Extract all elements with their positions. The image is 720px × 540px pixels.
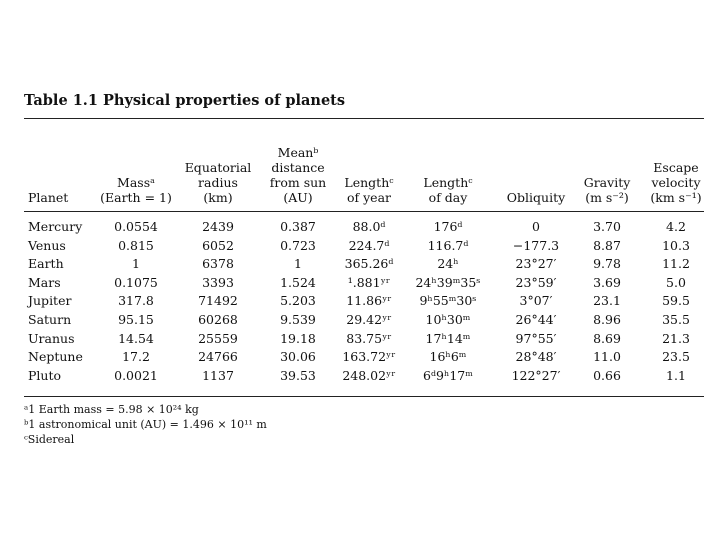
footnote-c: ᶜSidereal — [24, 433, 75, 446]
cell-obliquity: 97°55′ — [515, 330, 557, 346]
cell-day: 17ʰ14ᵐ — [425, 330, 471, 346]
cell-escape: 1.1 — [666, 367, 686, 383]
header-obliquity — [496, 190, 576, 205]
cell-obliquity: 26°44′ — [515, 312, 557, 327]
header-escape-line: velocity — [651, 175, 701, 190]
cell-gravity: 11.0 — [593, 349, 621, 365]
cell-mass: 17.2 — [122, 349, 150, 365]
cell-escape: 11.2 — [662, 256, 690, 272]
cell-radius: 6052 — [202, 237, 234, 253]
header-gravity-line: (m s⁻²) — [585, 190, 629, 205]
cell-mass: 0.0554 — [114, 219, 158, 234]
cell-gravity: 0.66 — [593, 367, 621, 383]
cell-distance: 0.723 — [280, 237, 316, 253]
header-obliquity-line: Obliquity — [506, 190, 566, 205]
cell-planet: Mercury — [28, 219, 83, 234]
footnotes — [24, 402, 267, 447]
header-planet-line: Planet — [28, 190, 69, 205]
header-day — [405, 175, 491, 205]
cell-planet: Mars — [28, 274, 61, 290]
cell-planet: Earth — [28, 256, 64, 272]
cell-distance: 39.53 — [280, 367, 316, 383]
cell-mass: 0.815 — [118, 237, 154, 253]
cell-planet: Uranus — [28, 330, 75, 346]
header-mass-line: (Earth = 1) — [100, 190, 172, 205]
cell-day: 116.7ᵈ — [427, 237, 469, 253]
cell-year: 248.02ʸʳ — [342, 367, 396, 383]
cell-gravity: 8.87 — [593, 237, 621, 253]
cell-radius: 25559 — [198, 330, 238, 346]
cell-distance: 0.387 — [280, 219, 316, 234]
cell-year: 29.42ʸʳ — [346, 312, 392, 327]
cell-escape: 21.3 — [662, 330, 690, 346]
cell-obliquity: 23°27′ — [515, 256, 557, 272]
cell-distance: 19.18 — [280, 330, 316, 346]
cell-planet: Pluto — [28, 367, 62, 383]
cell-radius: 3393 — [202, 274, 234, 290]
cell-obliquity: 122°27′ — [511, 367, 561, 383]
cell-year: 224.7ᵈ — [348, 237, 390, 253]
cell-day: 9ʰ55ᵐ30ˢ — [419, 293, 477, 309]
header-day-line: of day — [428, 190, 468, 205]
cell-escape: 10.3 — [662, 237, 690, 253]
header-distance-line: Meanᵇ — [277, 145, 319, 160]
cell-mass: 0.1075 — [114, 274, 158, 290]
header-radius-line: (km) — [203, 190, 233, 205]
header-year-line: Lengthᶜ — [344, 175, 394, 190]
cell-planet: Venus — [28, 237, 66, 253]
header-radius-line: radius — [198, 175, 238, 190]
cell-day: 24ʰ — [437, 256, 459, 272]
cell-day: 176ᵈ — [433, 219, 463, 234]
header-year-line: of year — [346, 190, 391, 205]
cell-distance: 5.203 — [280, 293, 316, 309]
header-year — [338, 175, 400, 205]
cell-obliquity: 0 — [532, 219, 540, 234]
cell-year: 365.26ᵈ — [344, 256, 394, 272]
cell-gravity: 3.70 — [593, 219, 621, 234]
bottom-rule — [24, 396, 704, 397]
cell-year: 163.72ʸʳ — [342, 349, 396, 365]
cell-gravity: 9.78 — [593, 256, 621, 272]
cell-year: ¹.881ʸʳ — [347, 274, 391, 290]
header-radius — [182, 160, 254, 205]
cell-radius: 60268 — [198, 312, 238, 327]
cell-mass: 317.8 — [118, 293, 154, 309]
cell-year: 88.0ᵈ — [352, 219, 386, 234]
cell-escape: 4.2 — [666, 219, 686, 234]
header-planet — [28, 190, 88, 205]
cell-gravity: 8.69 — [593, 330, 621, 346]
cell-escape: 5.0 — [666, 274, 686, 290]
header-rule — [24, 211, 704, 212]
cell-escape: 35.5 — [662, 312, 690, 327]
table-caption: Table 1.1 Physical properties of planets — [24, 92, 346, 109]
cell-planet: Saturn — [28, 312, 72, 327]
cell-distance: 1.524 — [280, 274, 316, 290]
cell-radius: 71492 — [198, 293, 238, 309]
cell-mass: 95.15 — [118, 312, 154, 327]
header-escape-line: (km s⁻¹) — [650, 190, 702, 205]
cell-mass: 0.0021 — [114, 367, 158, 383]
cell-day: 24ʰ39ᵐ35ˢ — [415, 274, 481, 290]
cell-gravity: 8.96 — [593, 312, 621, 327]
header-day-line: Lengthᶜ — [423, 175, 473, 190]
cell-distance: 30.06 — [280, 349, 316, 365]
cell-radius: 1137 — [202, 367, 234, 383]
cell-year: 83.75ʸʳ — [346, 330, 392, 346]
header-gravity-line: Gravity — [583, 175, 631, 190]
cell-day: 16ʰ6ᵐ — [429, 349, 467, 365]
cell-obliquity: 28°48′ — [515, 349, 557, 365]
footnote-b: ᵇ1 astronomical unit (AU) = 1.496 × 10¹¹ m — [24, 418, 267, 431]
cell-distance: 9.539 — [280, 312, 316, 327]
cell-escape: 59.5 — [662, 293, 690, 309]
header-distance-line: from sun — [269, 175, 327, 190]
header-mass-line: Massᵃ — [117, 175, 155, 190]
header-distance-line: (AU) — [283, 190, 313, 205]
cell-obliquity: 3°07′ — [519, 293, 553, 309]
header-radius-line: Equatorial — [184, 160, 252, 175]
cell-obliquity: 23°59′ — [515, 274, 557, 290]
cell-gravity: 23.1 — [593, 293, 621, 309]
cell-escape: 23.5 — [662, 349, 690, 365]
cell-radius: 6378 — [202, 256, 234, 272]
header-distance — [262, 145, 334, 205]
cell-radius: 2439 — [202, 219, 234, 234]
footnote-a: ᵃ1 Earth mass = 5.98 × 10²⁴ kg — [24, 403, 199, 416]
cell-mass: 14.54 — [118, 330, 154, 346]
header-escape — [643, 160, 709, 205]
top-rule — [24, 118, 704, 119]
cell-distance: 1 — [294, 256, 302, 272]
cell-gravity: 3.69 — [593, 274, 621, 290]
cell-radius: 24766 — [198, 349, 238, 365]
cell-mass: 1 — [132, 256, 140, 272]
header-mass — [95, 175, 177, 205]
cell-day: 6ᵈ9ʰ17ᵐ — [423, 367, 473, 383]
header-distance-line: distance — [271, 160, 325, 175]
cell-day: 10ʰ30ᵐ — [425, 312, 471, 327]
cell-obliquity: −177.3 — [512, 237, 560, 253]
cell-planet: Neptune — [28, 349, 83, 365]
header-escape-line: Escape — [653, 160, 699, 175]
cell-planet: Jupiter — [28, 293, 72, 309]
cell-year: 11.86ʸʳ — [346, 293, 392, 309]
header-gravity — [575, 175, 639, 205]
